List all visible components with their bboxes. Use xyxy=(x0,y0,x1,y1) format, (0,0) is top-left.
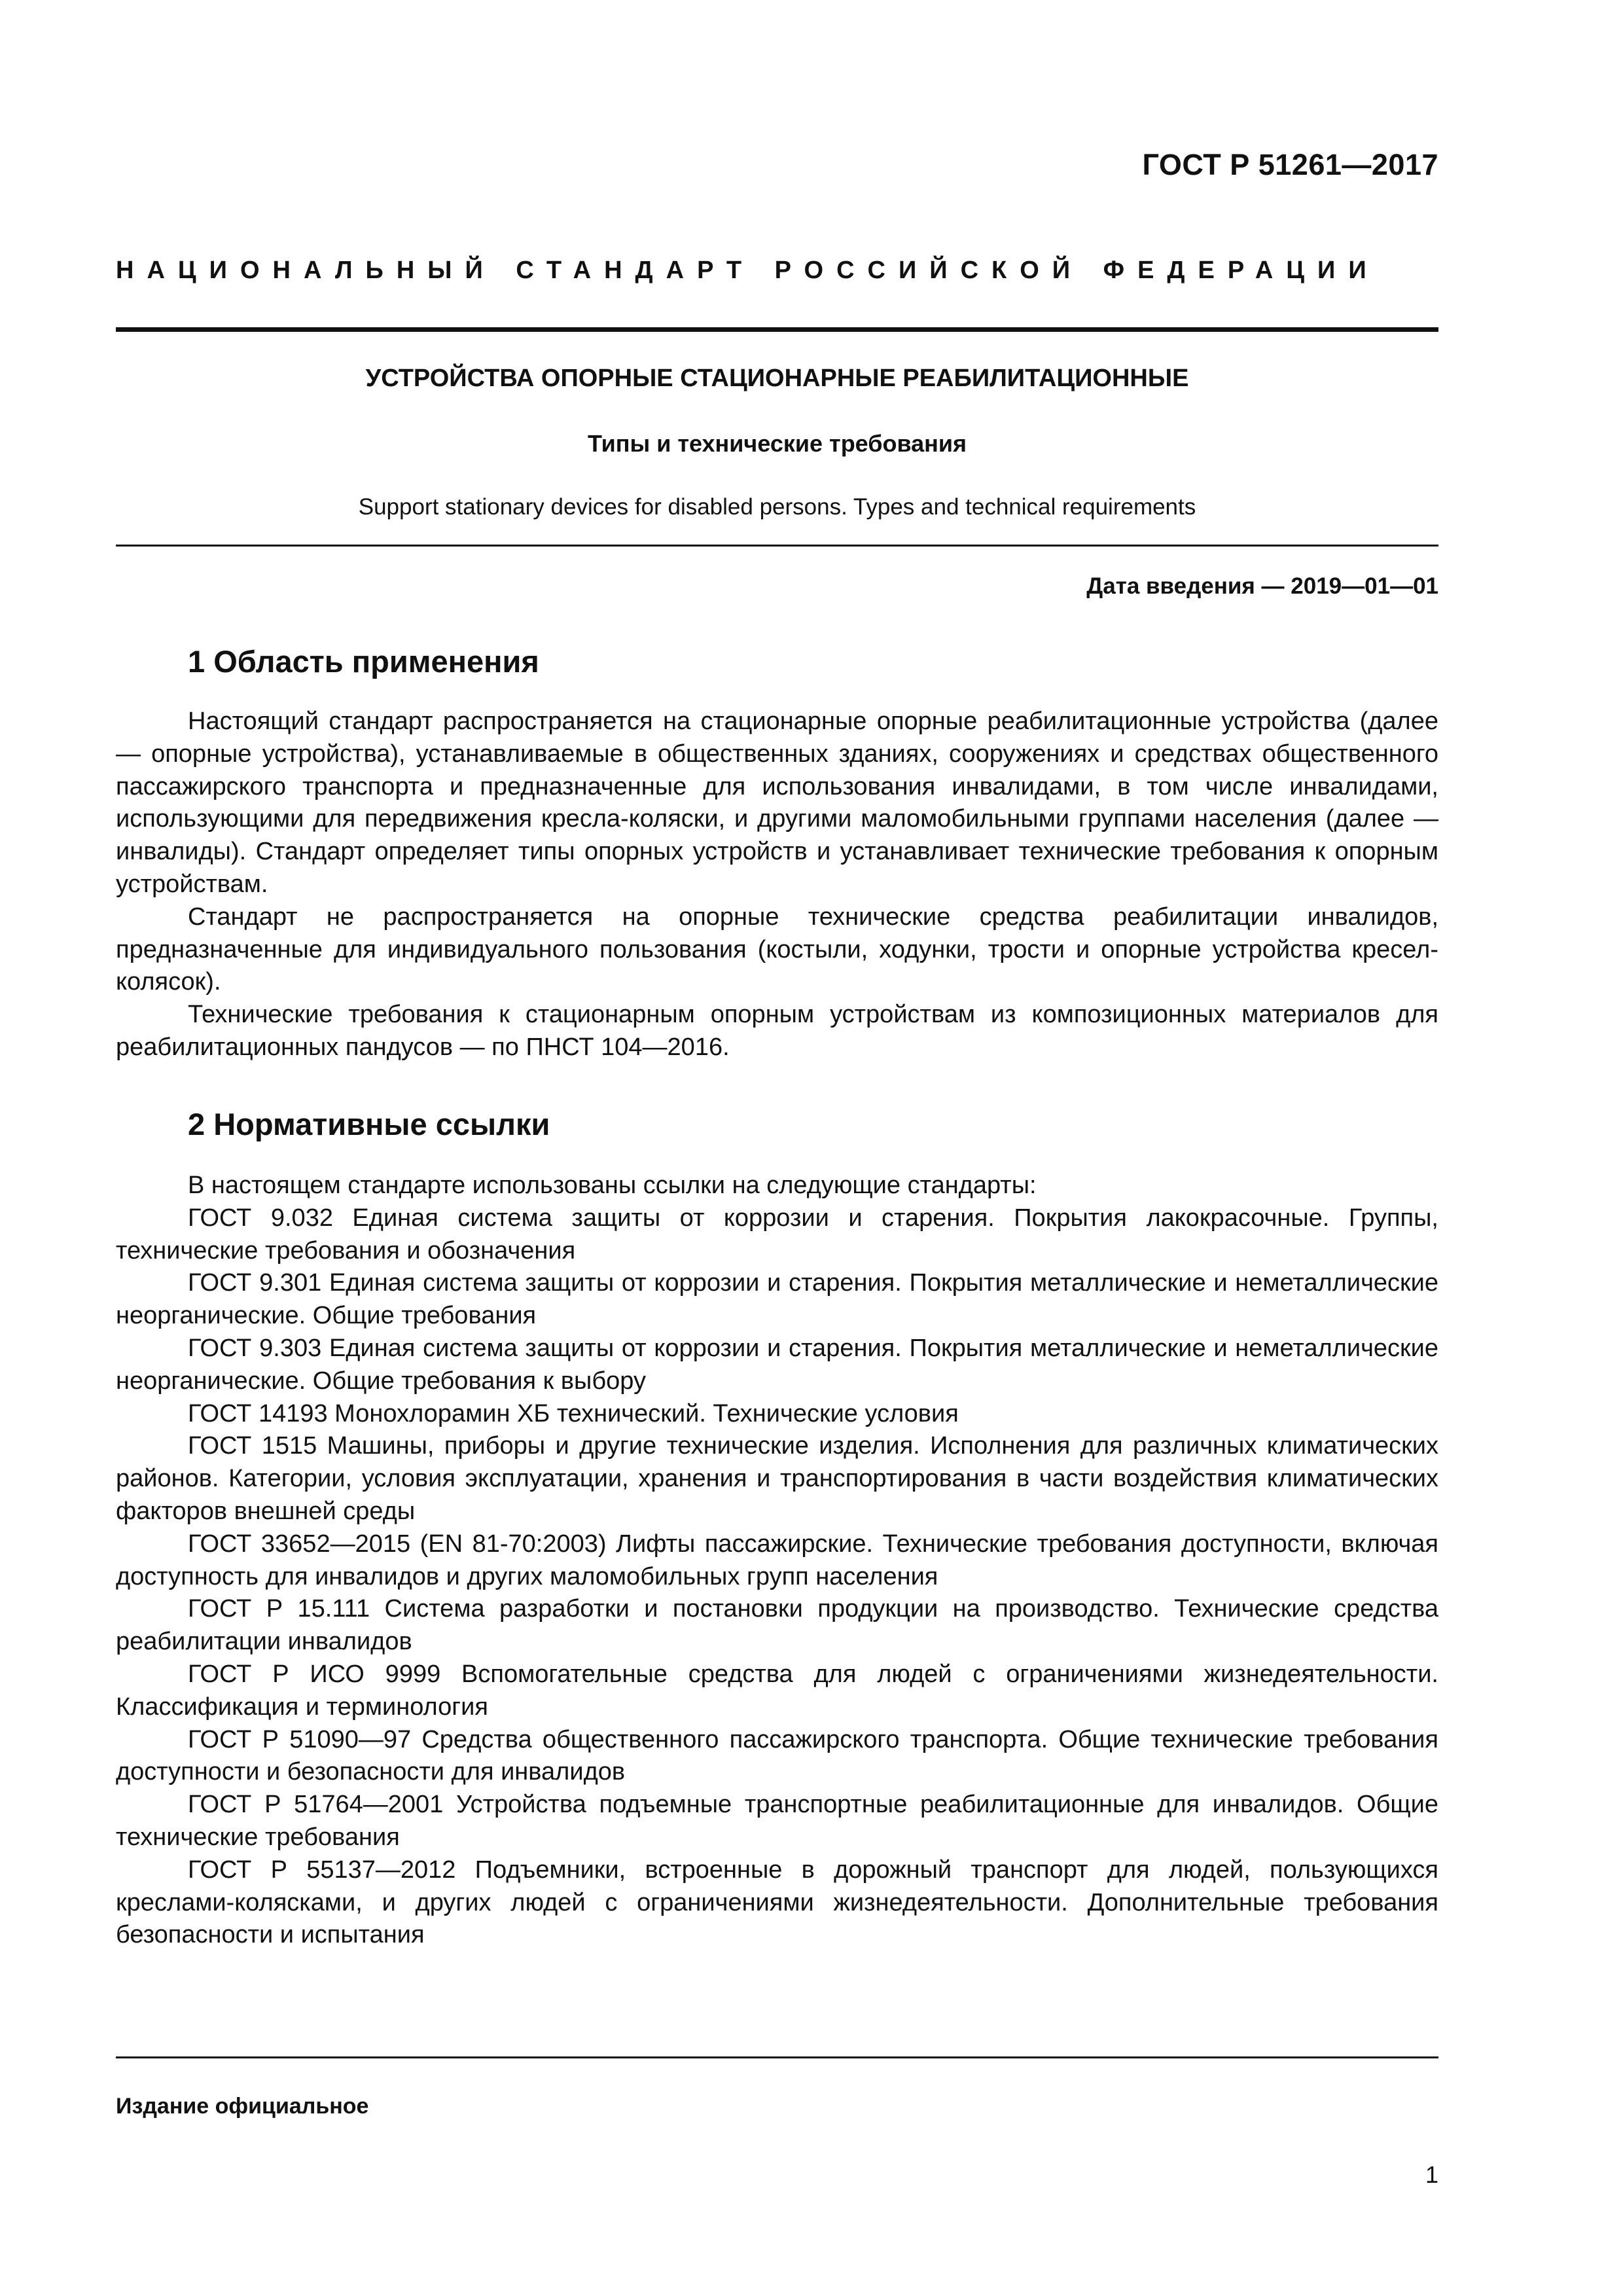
national-standard-banner: НАЦИОНАЛЬНЫЙ СТАНДАРТ РОССИЙСКОЙ ФЕДЕРАЦИИ xyxy=(116,257,1380,284)
document-title: УСТРОЙСТВА ОПОРНЫЕ СТАЦИОНАРНЫЕ РЕАБИЛИТАЦИОННЫЕ xyxy=(365,365,1189,392)
reference-item: ГОСТ 9.301 Единая система защиты от коррозии и старения. Покрытия металлические и неметаллические неорганические. Общие требования xyxy=(116,1269,1438,1330)
paragraph: Технические требования к стационарным опорным устройствам из композиционных материалов для реабилитационных пандусов — по ПНСТ 104—2016. xyxy=(116,1001,1438,1061)
reference-item: ГОСТ 9.032 Единая система защиты от коррозии и старения. Покрытия лакокрасочные. Группы, технические требования и обозначения xyxy=(116,1204,1438,1265)
reference-item: ГОСТ 1515 Машины, приборы и другие технические изделия. Исполнения для различных климатических районов. Категории, условия эксплуатации, хранения и транспортирования в части воздействия климатических факторов внешней среды xyxy=(116,1432,1438,1525)
reference-item: ГОСТ Р 51090—97 Средства общественного пассажирского транспорта. Общие технические требования доступности и безопасности для инвалидов xyxy=(116,1725,1438,1786)
official-edition-label: Издание официальное xyxy=(116,2094,369,2119)
reference-item: ГОСТ Р 15.111 Система разработки и постановки продукции на производство. Технические средства реабилитации инвалидов xyxy=(116,1595,1438,1656)
page-number: 1 xyxy=(1425,2161,1438,2188)
section-2-heading: 2 Нормативные ссылки xyxy=(188,1107,550,1141)
introduction-date: Дата введения — 2019—01—01 xyxy=(1086,573,1438,599)
section-2-body xyxy=(116,1170,1438,1952)
reference-item: ГОСТ 33652—2015 (EN 81-70:2003) Лифты пассажирские. Технические требования доступности, включая доступность для инвалидов и других маломобильных групп населения xyxy=(116,1530,1438,1590)
english-title: Support stationary devices for disabled persons. Types and technical requirements xyxy=(358,494,1196,520)
section-1-body xyxy=(116,706,1438,1064)
footer-divider xyxy=(116,2056,1438,2058)
reference-item: ГОСТ 14193 Монохлорамин ХБ технический. Технические условия xyxy=(188,1399,959,1427)
reference-item: ГОСТ 9.303 Единая система защиты от коррозии и старения. Покрытия металлические и неметаллические неорганические. Общие требования к выбору xyxy=(116,1334,1438,1395)
reference-item: ГОСТ Р 55137—2012 Подъемники, встроенные в дорожный транспорт для людей, пользующихся креслами-колясками, и других людей с ограничениями жизнедеятельности. Дополнительные требования безопасности и испытания xyxy=(116,1856,1438,1949)
reference-item: ГОСТ Р ИСО 9999 Вспомогательные средства для людей с ограничениями жизнедеятельности. Классификация и терминология xyxy=(116,1660,1438,1721)
document-subtitle: Типы и технические требования xyxy=(587,430,967,457)
title-divider xyxy=(116,545,1438,547)
paragraph: Настоящий стандарт распространяется на стационарные опорные реабилитационные устройства (далее — опорные устройства), устанавливаемые в общественных зданиях, сооружениях и средствах общественного пассажирского транспорта и предназначенные для использования инвалидами, в том числе инвалидами, использующими для передвижения кресла-коляски, и другими маломобильными группами населения (далее — инвалиды). Стандарт определяет типы опорных устройств и устанавливает технические требования к опорным устройствам. xyxy=(116,708,1438,898)
references-intro: В настоящем стандарте использованы ссылки на следующие стандарты: xyxy=(188,1172,1037,1199)
reference-item: ГОСТ Р 51764—2001 Устройства подъемные транспортные реабилитационные для инвалидов. Общие технические требования xyxy=(116,1791,1438,1851)
paragraph: Стандарт не распространяется на опорные технические средства реабилитации инвалидов, предназначенные для индивидуального пользования (костыли, ходунки, трости и опорные устройства кресел-колясок). xyxy=(116,903,1438,996)
section-1-heading: 1 Область применения xyxy=(188,644,539,679)
header-divider xyxy=(116,327,1438,332)
document-code: ГОСТ Р 51261—2017 xyxy=(1142,148,1438,181)
